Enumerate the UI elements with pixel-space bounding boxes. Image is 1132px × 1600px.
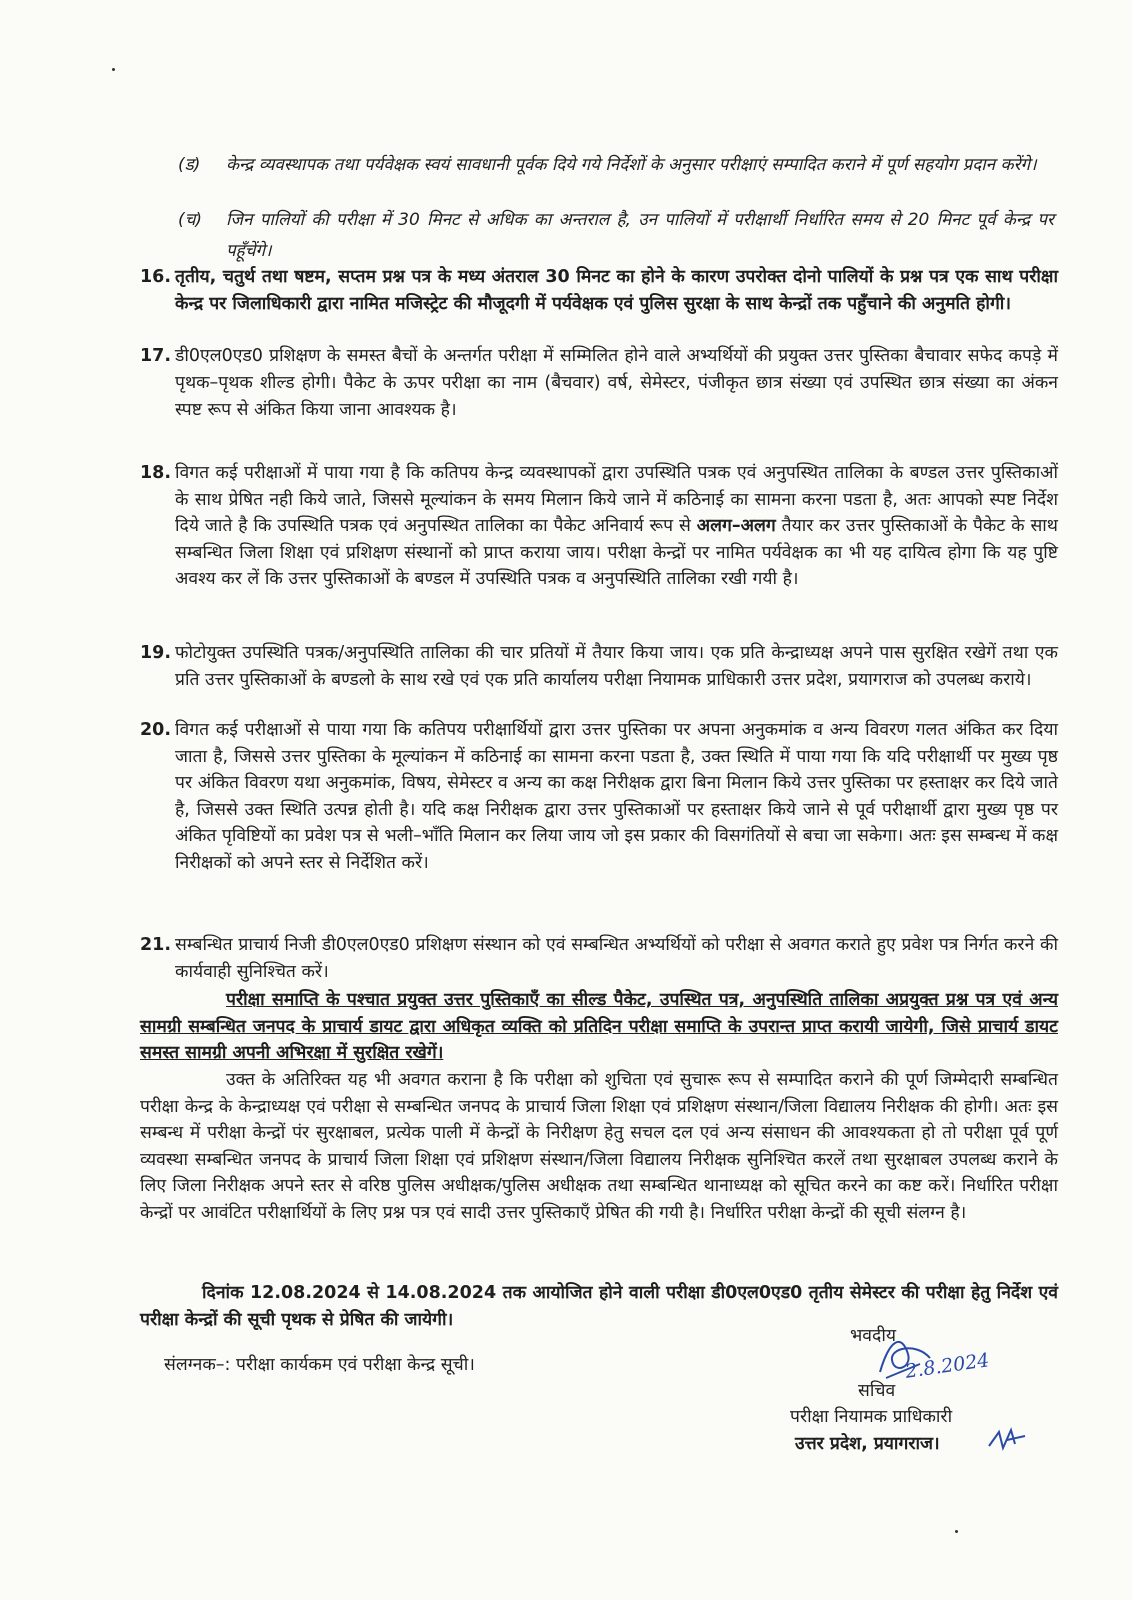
item-20 — [140, 717, 1058, 876]
item-16 — [140, 264, 1058, 317]
sub-item-text: जिन पालियों की परीक्षा में 30 मिनट से अधिक का अन्तराल है, उन पालियों में परीक्षार्थी निर्धारित समय से 20 मिनट पूर्व केन्द्र पर पहूँचेंगे। — [226, 210, 1054, 261]
issuing-authority: परीक्षा नियामक प्राधिकारी — [790, 1407, 953, 1427]
enclosure-note: संलग्नक–: परीक्षा कार्यकम एवं परीक्षा केन्द्र सूची। — [164, 1355, 475, 1375]
collection-instruction-paragraph: परीक्षा समाप्ति के पश्चात प्रयुक्त उत्तर पुस्तिकाएँ का सील्ड पैकेट, उपस्थित पत्र, अनुपस्थिति तालिका अप्रयुक्त प्रश्न पत्र एवं अन्य सामग्री सम्बन्धित जनपद के प्राचार्य डायट द्वारा अधिकृत व्यक्ति को प्रतिदिन परीक्षा समाप्ति के उपरान्त प्राप्त करायी जायेगी, जिसे प्राचार्य डायट समस्त सामग्री अपनी अभिरक्षा में सुरक्षित रखेगें। — [140, 990, 1058, 1063]
item-text-part: तैयार कर उत्तर पुस्तिकाओं के पैकेट के साथ सम्बन्धित जिला शिक्षा एवं प्रशिक्षण संस्थानों को प्राप्त कराया जाय। परीक्षा केन्द्रों पर नामित पर्यवेक्षक का भी यह दायित्व होगा कि यह पुष्टि अवश्य कर लें कि उत्तर पुस्तिकाओं के बण्डल में उपस्थिति पत्रक व अनुपस्थिति तालिका रखी गयी है। — [175, 516, 1058, 589]
sub-item-f — [178, 205, 1054, 267]
item-text: फोटोयुक्त उपस्थिति पत्रक/अनुपस्थिति तालिका की चार प्रतियों में तैयार किया जाय। एक प्रति केन्द्राध्यक्ष अपने पास सुरक्षित रखेगें तथा एक प्रति उत्तर पुस्तिकाओं के बण्डलो के साथ रखे एवं एक प्रति कार्यालय परीक्षा नियामक प्राधिकारी उत्तर प्रदेश, प्रयागराज को उपलब्ध कराये। — [175, 643, 1058, 690]
scan-speck — [955, 1530, 958, 1533]
initials-mark — [985, 1424, 1029, 1458]
sub-item-e — [178, 150, 1054, 181]
closing-word: भवदीय — [850, 1326, 897, 1346]
item-text — [175, 460, 1058, 593]
sub-item-text: केन्द्र व्यवस्थापक तथा पर्यवेक्षक स्वयं सावधानी पूर्वक दिये गये निर्देशों के अनुसार परीक्षाएं सम्पादित कराने में पूर्ण सहयोग प्रदान करेंगे। — [226, 155, 1037, 175]
handwritten-date: 2.8.2024 — [903, 1349, 991, 1383]
item-text: डी0एल0एड0 प्रशिक्षण के समस्त बैचों के अन्तर्गत परीक्षा में सम्मिलित होने वाले अभ्यर्थियों की प्रयुक्त उत्तर पुस्तिका बैचावार सफेद कपड़े में पृथक–पृथक शील्ड होगी। पैकेट के ऊपर परीक्षा का नाम (बैचवार) वर्ष, सेमेस्टर, पंजीकृत छात्र संख्या एवं उपस्थित छात्र संख्या का अंकन स्पष्ट रूप से अंकित किया जाना आवश्यक है। — [175, 346, 1058, 420]
sub-item-label: (ड) — [178, 155, 201, 175]
exam-date-paragraph: दिनांक 12.08.2024 से 14.08.2024 तक आयोजित होने वाली परीक्षा डी0एल0एड0 तृतीय सेमेस्टर की परीक्षा हेतु निर्देश एवं परीक्षा केन्द्रों की सूची पृथक से प्रेषित की जायेगी। — [140, 1283, 1058, 1330]
authority-location: उत्तर प्रदेश, प्रयागराज। — [795, 1434, 940, 1454]
item-number: 21. — [140, 935, 172, 955]
scan-speck — [112, 68, 115, 71]
item-text: सम्बन्धित प्राचार्य निजी डी0एल0एड0 प्रशिक्षण संस्थान को एवं सम्बन्धित अभ्यर्थियों को परीक्षा से अवगत कराते हुए प्रवेश पत्र निर्गत करने की कार्यवाही सुनिश्चित करें। — [175, 935, 1058, 982]
item-18 — [140, 460, 1058, 593]
item-21 — [140, 932, 1058, 985]
responsibility-paragraph: उक्त के अतिरिक्त यह भी अवगत कराना है कि परीक्षा को शुचिता एवं सुचारू रूप से सम्पादित कराने की पूर्ण जिम्मेदारी सम्बन्धित परीक्षा केन्द्र के केन्द्राध्यक्ष एवं परीक्षा से सम्बन्धित जनपद के प्राचार्य जिला शिक्षा एवं प्रशिक्षण संस्थान/जिला विद्यालय निरीक्षक की होगी। अतः इस सम्बन्ध में परीक्षा केन्द्रों पंर सुरक्षाबल, प्रत्येक पाली में केन्द्रों के निरीक्षण हेतु सचल दल एवं अन्य संसाधन की आवश्यकता हो तो परीक्षा पूर्व पूर्ण व्यवस्था सम्बन्धित जनपद के प्राचार्य जिला शिक्षा एवं प्रशिक्षण संस्थान/जिला विद्यालय निरीक्षक सुनिश्चित करलें तथा सुरक्षाबल उपलब्ध कराने के लिए जिला निरीक्षक अपने स्तर से वरिष्ठ पुलिस अधीक्षक/पुलिस अधीक्षक तथा सम्बन्धित थानाध्यक्ष को सूचित करने का कष्ट करें। निर्धारित परीक्षा केन्द्रों पर आवंटित परीक्षार्थियों के लिए प्रश्न पत्र एवं सादी उत्तर पुस्तिकाएँ प्रेषित की गयी है। निर्धारित परीक्षा केन्द्रों की सूची संलग्न है। — [140, 1070, 1058, 1223]
item-number: 17. — [140, 346, 172, 366]
item-text-part: विगत कई परीक्षाओं में पाया गया है कि कतिपय केन्द्र व्यवस्थापकों द्वारा उपस्थिति पत्रक एवं अनुपस्थित तालिका के बण्डल उत्तर पुस्तिकाओं के साथ प्रेषित नही किये जाते, जिससे मूल्यांकन के समय मिलान किये जाने में कठिनाई का सामना करना पडता है, अतः आपको स्पष्ट निर्देश दिये जाते है कि उपस्थिति पत्रक एवं अनुपस्थित तालिका का पैकेट अनिवार्य रूप से — [175, 463, 1058, 536]
item-number: 20. — [140, 720, 172, 740]
item-19 — [140, 640, 1058, 693]
item-17 — [140, 343, 1058, 424]
item-number: 16. — [140, 267, 172, 287]
item-text-emphasis: अलग–अलग — [696, 516, 776, 536]
sub-item-label: (च) — [178, 210, 203, 230]
item-text: विगत कई परीक्षाओं से पाया गया कि कतिपय परीक्षार्थियों द्वारा उत्तर पुस्तिका पर अपना अनुकमांक व अन्य विवरण गलत अंकित कर दिया जाता है, जिससे उत्तर पुस्तिका के मूल्यांकन में कठिनाई का सामना करना पडता है, उक्त स्थिति में पाया गया कि यदि परीक्षार्थी पर मुख्य पृष्ठ पर अंकित विवरण यथा अनुकमांक, विषय, सेमेस्टर व अन्य का कक्ष निरीक्षक द्वारा बिना मिलान किये उत्तर पुस्तिका पर हस्ताक्षर कर दिये जाते है, जिससे उक्त स्थिति उत्पन्न होती है। यदि कक्ष निरीक्षक द्वारा उत्तर पुस्तिकाओं पर हस्ताक्षर किये जाने से पूर्व परीक्षार्थी द्वारा मुख्य पृष्ठ पर अंकित पृविष्टियों का प्रवेश पत्र से भली–भाँति मिलान कर लिया जाय जो इस प्रकार की विसगंतियों से बचा जा सकेगा। अतः इस सम्बन्ध में कक्ष निरीक्षकों को अपने स्तर से निर्देशित करें। — [175, 720, 1058, 873]
item-text: तृतीय, चतुर्थ तथा षष्टम, सप्तम प्रश्न पत्र के मध्य अंतराल 30 मिनट का होने के कारण उपरोक्त दोनो पालियों के प्रश्न पत्र एक साथ परीक्षा केन्द्र पर जिलाधिकारी द्वारा नामित मजिस्ट्रेट की मौजूदगी में पर्यवेक्षक एवं पुलिस सुरक्षा के साथ केन्द्रों तक पहुँचाने की अनुमति होगी। — [175, 267, 1058, 314]
item-number: 19. — [140, 643, 172, 663]
item-number: 18. — [140, 463, 172, 483]
designation: सचिव — [858, 1381, 896, 1401]
